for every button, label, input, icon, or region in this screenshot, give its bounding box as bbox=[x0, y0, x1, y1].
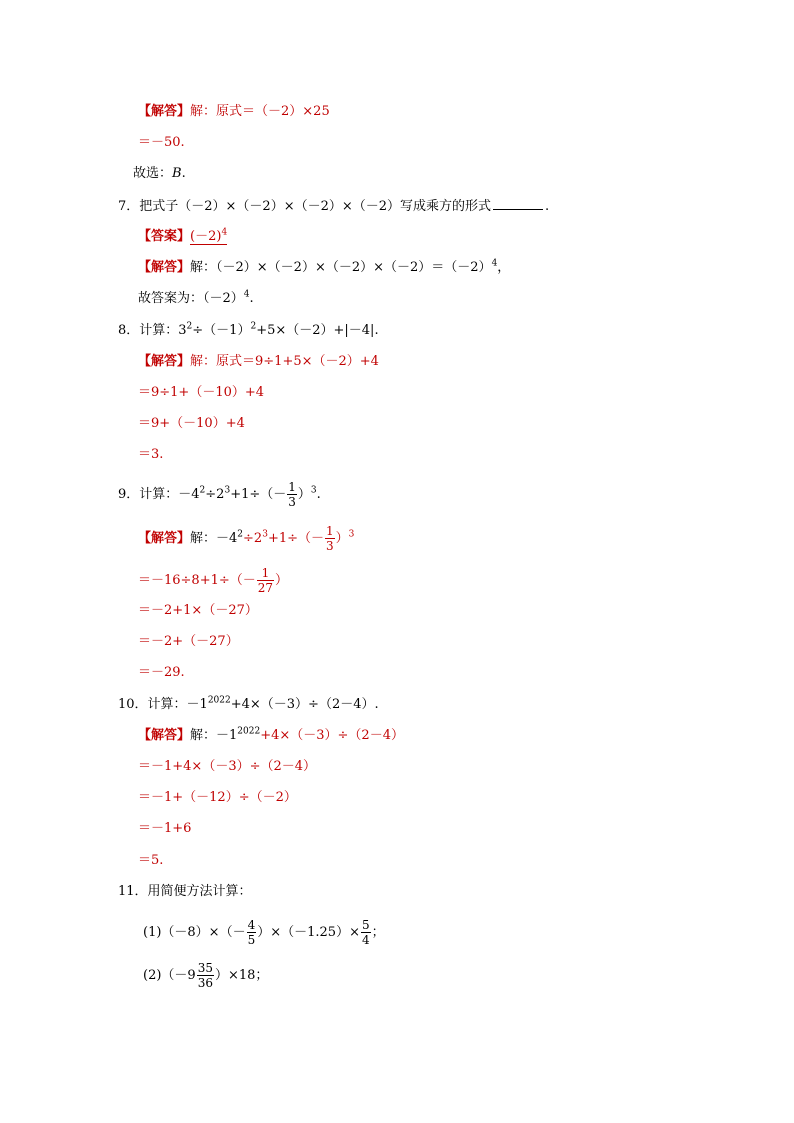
q11-part2: (2)（－9 $\frac{35}{36}$ ）×18； bbox=[143, 961, 269, 990]
q8-question: 8．计算：$3^2\div(-1)^2+5\times(-2)+|-4|$. bbox=[118, 321, 379, 338]
q9-question: 9．计算：$-4^2\div 2^3+1\div(-$ $\frac{1}{3}$ ）$^3$. bbox=[118, 480, 321, 509]
answer-tag: 【答案】 bbox=[138, 229, 191, 244]
q8-solution-line4: ＝3. bbox=[138, 447, 164, 462]
q7-question: 7．把式子（－2）×（－2）×（－2）×（－2）写成乘方的形式 . bbox=[118, 199, 550, 214]
q6-final-answer: 故选：B. bbox=[133, 166, 186, 181]
solution-tag: 【解答】 bbox=[138, 531, 191, 546]
q7-answer bbox=[138, 228, 227, 246]
fraction: $\frac{5}{4}$ bbox=[361, 918, 370, 947]
q8-solution-line2: ＝9÷1+（－10）+4 bbox=[138, 385, 265, 400]
q10-question: 10．计算：$-1^{2022}+4\times(-3)\div(2-4)$. bbox=[118, 695, 379, 712]
q9-solution-line2: ＝－16÷8+1÷（－ $\frac{1}{27}$ ） bbox=[138, 566, 289, 595]
fraction: $\frac{35}{36}$ bbox=[197, 961, 213, 990]
solution-tag: 【解答】 bbox=[138, 354, 191, 369]
solution-tag: 【解答】 bbox=[138, 260, 191, 275]
q11-question: 11．用简便方法计算： bbox=[118, 884, 252, 899]
q7-final-answer: 故答案为：$(-2)^4$. bbox=[138, 289, 254, 306]
q9-solution-line3: ＝－2+1×（－27） bbox=[138, 603, 258, 618]
q10-solution-line3: ＝－1+（－12）÷（－2） bbox=[138, 790, 297, 805]
solution-tag: 【解答】 bbox=[138, 104, 191, 119]
q6-option-letter: B bbox=[172, 166, 182, 181]
q7-answer-value: $(-2)^4$ bbox=[190, 227, 228, 244]
q7-question-text: 7．把式子（－2）×（－2）×（－2）×（－2）写成乘方的形式 bbox=[118, 199, 492, 214]
q10-solution-line5: ＝5. bbox=[138, 853, 164, 868]
q6-solution-text: 解：原式＝（－2）×25 bbox=[190, 104, 330, 119]
q6-solution-line2: ＝－50. bbox=[138, 135, 185, 150]
q6-solution-line1 bbox=[138, 103, 330, 121]
q7-answer-blank bbox=[493, 197, 543, 210]
fraction: $\frac{1}{3}$ bbox=[326, 524, 334, 553]
q10-solution-line1: 【解答】解：$-1^{2022}+4\times(-3)\div(2-4)$ bbox=[138, 726, 404, 743]
q10-solution-line2: ＝－1+4×（－3）÷（2－4） bbox=[138, 759, 317, 774]
q11-part1: (1)（－8）×（－ $\frac{4}{5}$ ）×（－1.25）× $\frac{5}{4}$ ； bbox=[143, 918, 385, 947]
q8-solution-line1: 【解答】解：原式＝9÷1+5×（－2）+4 bbox=[138, 354, 379, 369]
q10-solution-line4: ＝－1+6 bbox=[138, 821, 192, 836]
q8-solution-line3: ＝9+（－10）+4 bbox=[138, 416, 245, 431]
q9-solution-line1: 【解答】解：$-4^2\div 2^3+1\div(-$ $\frac{1}{3}$ ）$^3$ bbox=[138, 524, 355, 553]
solution-tag: 【解答】 bbox=[138, 728, 191, 743]
q9-solution-line4: ＝－2+（－27） bbox=[138, 634, 239, 649]
q9-solution-line5: ＝－29. bbox=[138, 665, 185, 680]
fraction: $\frac{1}{27}$ bbox=[257, 566, 274, 595]
fraction: $\frac{1}{3}$ bbox=[288, 480, 296, 509]
q7-solution: 【解答】解：$(-2)\times(-2)\times(-2)\times(-2)=(-2)^4$， bbox=[138, 258, 511, 275]
fraction: $\frac{4}{5}$ bbox=[247, 918, 256, 947]
